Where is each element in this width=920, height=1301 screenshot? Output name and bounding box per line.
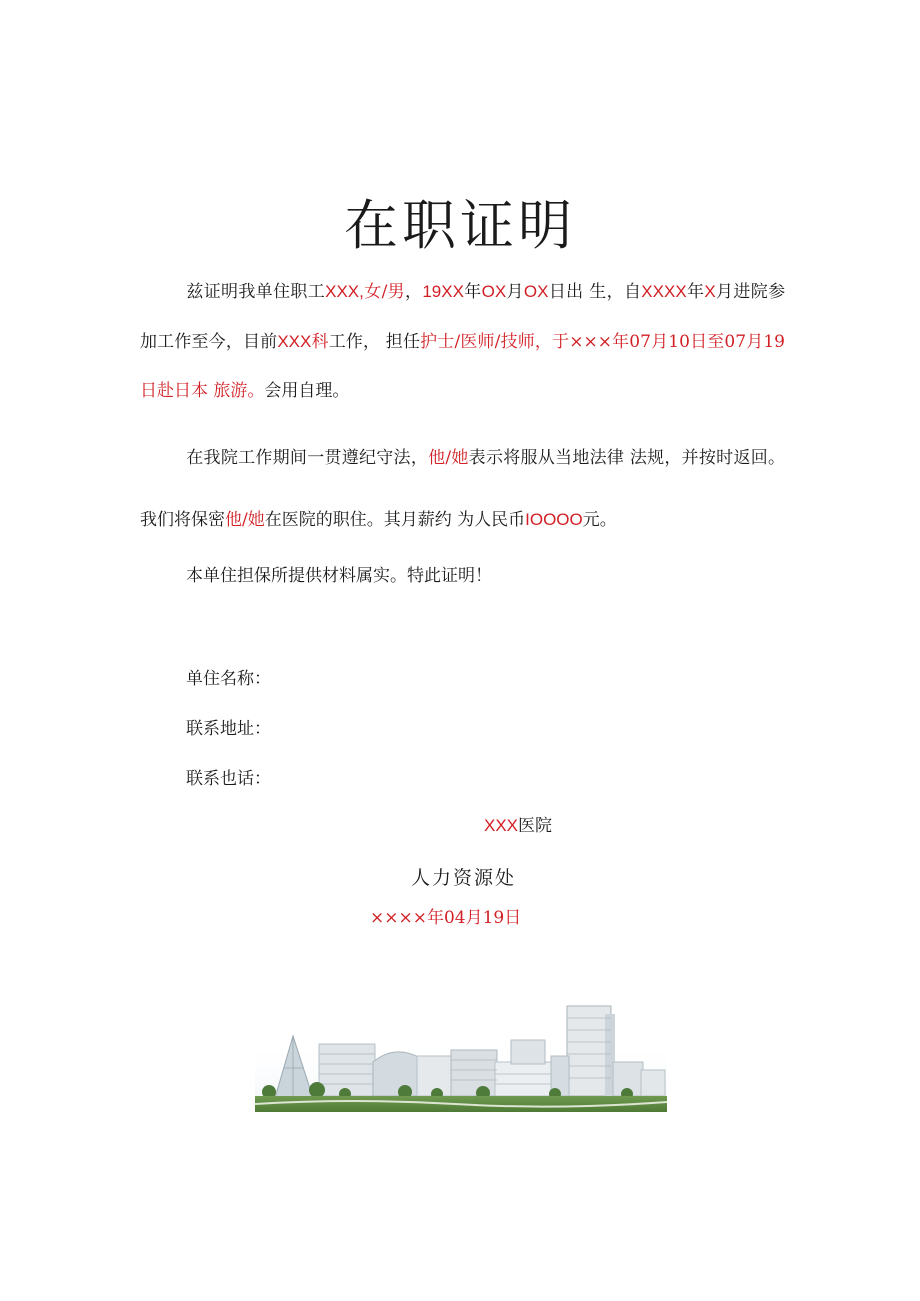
address-field: 联系地址：: [186, 719, 271, 739]
p1-text-6: 年: [686, 282, 705, 302]
p1-text-2: ，: [404, 282, 423, 302]
p2-text-1: 在我院工作期间一贯遵纪守法，: [186, 448, 429, 468]
hospital-name: [484, 811, 552, 836]
issue-date: ××××年04月19日: [370, 908, 522, 928]
hospital-suffix: 医院: [518, 816, 553, 836]
phone-field: 联系也话：: [186, 769, 271, 789]
role-and-trip: 护士/医师/技师，于×××年07月10日至07月19 日赴日本 旅游。: [140, 332, 785, 401]
unit-name-field: 单住名称：: [186, 669, 271, 689]
join-year: XXXX: [641, 282, 687, 301]
paragraph-employment: [140, 267, 785, 416]
p1-text-4: 月: [506, 282, 524, 302]
p2-text-2: 表示将服从当地法律 法规，并按时返回。我们将保密: [140, 448, 786, 530]
hr-department: 人力资源处: [411, 867, 517, 889]
p1-text-1: 兹证明我单住职工: [186, 282, 326, 302]
paragraph-guarantee: [140, 552, 785, 601]
guarantee-text: 本单住担保所提供材料属实。特此证明！: [186, 566, 492, 586]
pronoun-2: 他/她: [225, 510, 265, 530]
birth-month: OX: [481, 282, 507, 301]
p1-text-7: 月进院参加工作至今，目前: [140, 282, 786, 352]
p1-comma: ,: [359, 282, 364, 301]
pronoun-1: 他/她: [428, 448, 469, 468]
paragraph-conduct: [140, 428, 785, 551]
p2-text-4: 元。: [582, 510, 617, 530]
birth-year: 19XX: [422, 282, 464, 301]
employee-name: XXX: [325, 282, 360, 301]
p2-text-3: 在医院的职住。其月薪约 为人民币: [264, 510, 526, 530]
employee-gender: 女/男: [363, 282, 405, 302]
p1-text-9: 会用自理。: [264, 381, 350, 401]
birth-day: OX: [523, 282, 549, 301]
document-title: 在职证明: [344, 194, 576, 257]
department: XXX科: [277, 332, 329, 351]
p1-text-8: 工作， 担任: [328, 332, 421, 352]
salary-amount: IOOOO: [525, 510, 583, 529]
hospital-buildings-image: [255, 1000, 667, 1112]
hospital-prefix: XXX: [484, 816, 519, 835]
p1-text-5: 日出 生，自: [548, 282, 642, 302]
join-month: X: [704, 282, 716, 301]
p1-text-3: 年: [463, 282, 482, 302]
